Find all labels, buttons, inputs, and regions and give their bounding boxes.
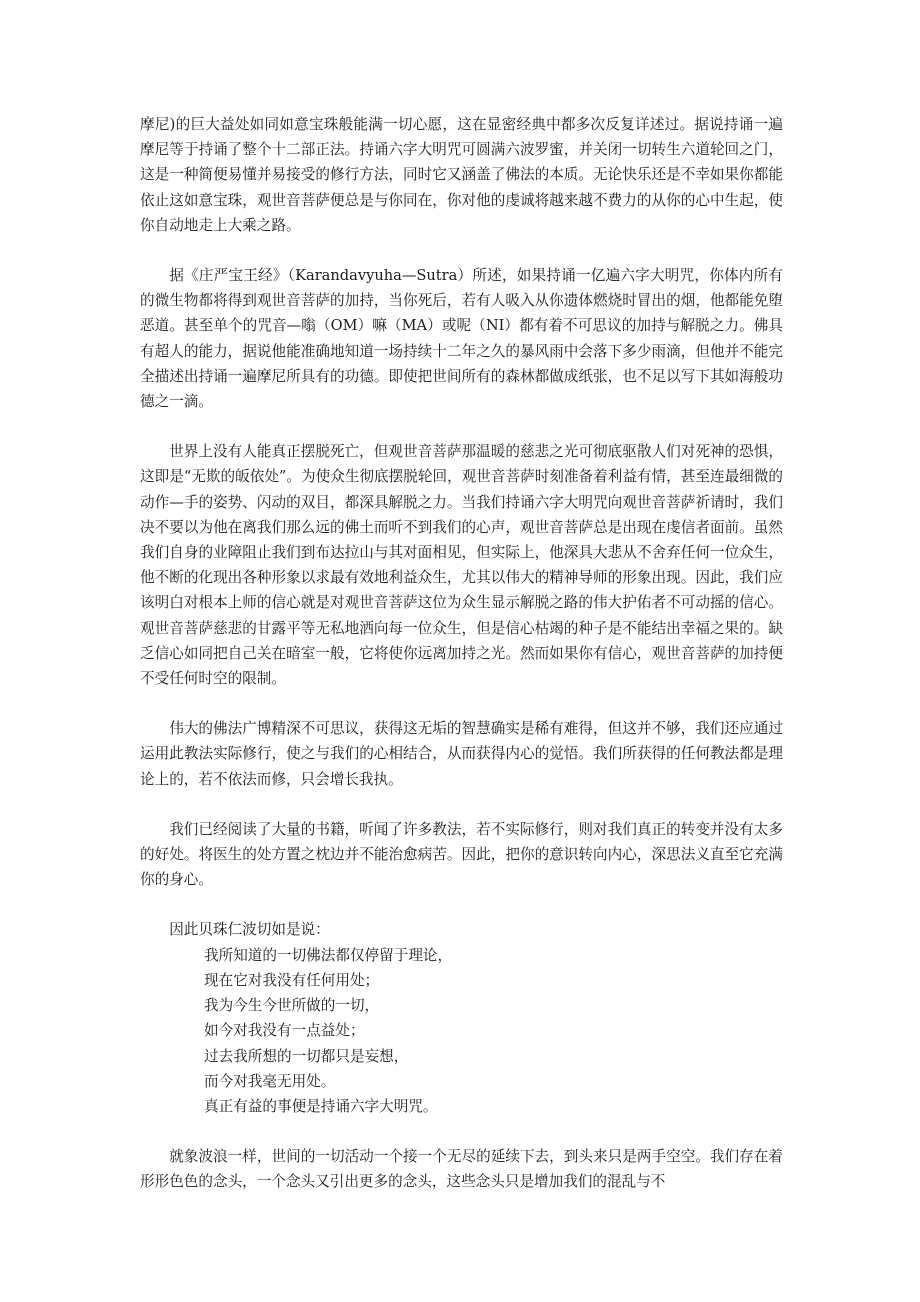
verse-line: 我为今生今世所做的一切， <box>204 997 380 1015</box>
paragraph-2: 据《庄严宝王经》（Karandavyuha—Sutra）所述，如果持诵一亿遍六字大明咒，你体内所有的微生物都将得到观世音菩萨的加持，当你死后，若有人吸入从你遗体燃烧时冒出的烟，他都能免堕恶道。甚至单个的咒音—嗡（OM）嘛（MA）或呢（NI）都有着不可思议的加持与解脱之力。佛具有超人的能力，据说他能准确地知道一场持续十二年之久的暴风雨中会落下多少雨滴，但他并不能完全描述出持诵一遍摩尼所具有的功德。即使把世间所有的森林都做成纸张，也不足以写下其如海般功德之一滴。 <box>140 267 783 411</box>
paragraph-3: 世界上没有人能真正摆脱死亡，但观世音菩萨那温暖的慈悲之光可彻底驱散人们对死神的恐惧，这即是“无欺的皈依处”。为使众生彻底摆脱轮回，观世音菩萨时刻准备着利益有情，甚至连最细微的动作—手的姿势、闪动的双目，都深具解脱之力。当我们持诵六字大明咒向观世音菩萨祈请时，我们决不要以为他在离我们那么远的佛土而听不到我们的心声，观世音菩萨总是出现在虔信者面前。虽然我们自身的业障阻止我们到布达拉山与其对面相见，但实际上，他深具大悲从不舍弃任何一位众生，他不断的化现出各种形象以求最有效地利益众生，尤其以伟大的精神导师的形象出现。因此，我们应该明白对根本上师的信心就是对观世音菩萨这位为众生显示解脱之路的伟大护佑者不可动摇的信心。观世音菩萨慈悲的甘露平等无私地洒向每一位众生，但是信心枯竭的种子是不能结出幸福之果的。缺乏信心如同把自己关在暗室一般，它将使你远离加持之光。然而如果你有信心，观世音菩萨的加持便不受任何时空的限制。 <box>140 443 783 688</box>
paragraph-4: 伟大的佛法广博精深不可思议，获得这无垢的智慧确实是稀有难得，但这并不够，我们还应通过运用此教法实际修行，使之与我们的心相结合，从而获得内心的觉悟。我们所获得的任何教法都是理论上的，若不依法而修，只会增长我执。 <box>140 720 783 788</box>
verse-line: 而今对我毫无用处。 <box>204 1072 336 1090</box>
verse-block <box>140 943 783 1119</box>
verse-line: 现在它对我没有任何用处； <box>204 971 380 989</box>
verse-line: 过去我所想的一切都只是妄想， <box>204 1047 409 1065</box>
verse-line: 如今对我没有一点益处； <box>204 1022 365 1040</box>
paragraph-5: 我们已经阅读了大量的书籍，听闻了许多教法，若不实际修行，则对我们真正的转变并没有太多的好处。将医生的处方置之枕边并不能治愈病苦。因此，把你的意识转向内心，深思法义直至它充满你的身心。 <box>140 820 783 889</box>
closing-paragraph: 就象波浪一样，世间的一切活动一个接一个无尽的延续下去，到头来只是两手空空。我们存在着形形色色的念头，一个念头又引出更多的念头，这些念头只是增加我们的混乱与不 <box>140 1148 783 1191</box>
verse-line: 真正有益的事便是持诵六字大明咒。 <box>204 1097 438 1115</box>
document-page <box>140 112 783 1195</box>
verse-intro: 因此贝珠仁波切如是说： <box>169 921 330 939</box>
verse-line: 我所知道的一切佛法都仅停留于理论， <box>204 946 453 964</box>
paragraph-1: 摩尼)的巨大益处如同如意宝珠般能满一切心愿，这在显密经典中都多次反复详述过。据说持诵一遍摩尼等于持诵了整个十二部正法。持诵六字大明咒可圆满六波罗蜜，并关闭一切转生六道轮回之门，这是一种简便易懂并易接受的修行方法，同时它又涵盖了佛法的本质。无论快乐还是不幸如果你都能依止这如意宝珠，观世音菩萨便总是与你同在，你对他的虔诚将越来越不费力的从你的心中生起，使你自动地走上大乘之路。 <box>140 116 783 234</box>
